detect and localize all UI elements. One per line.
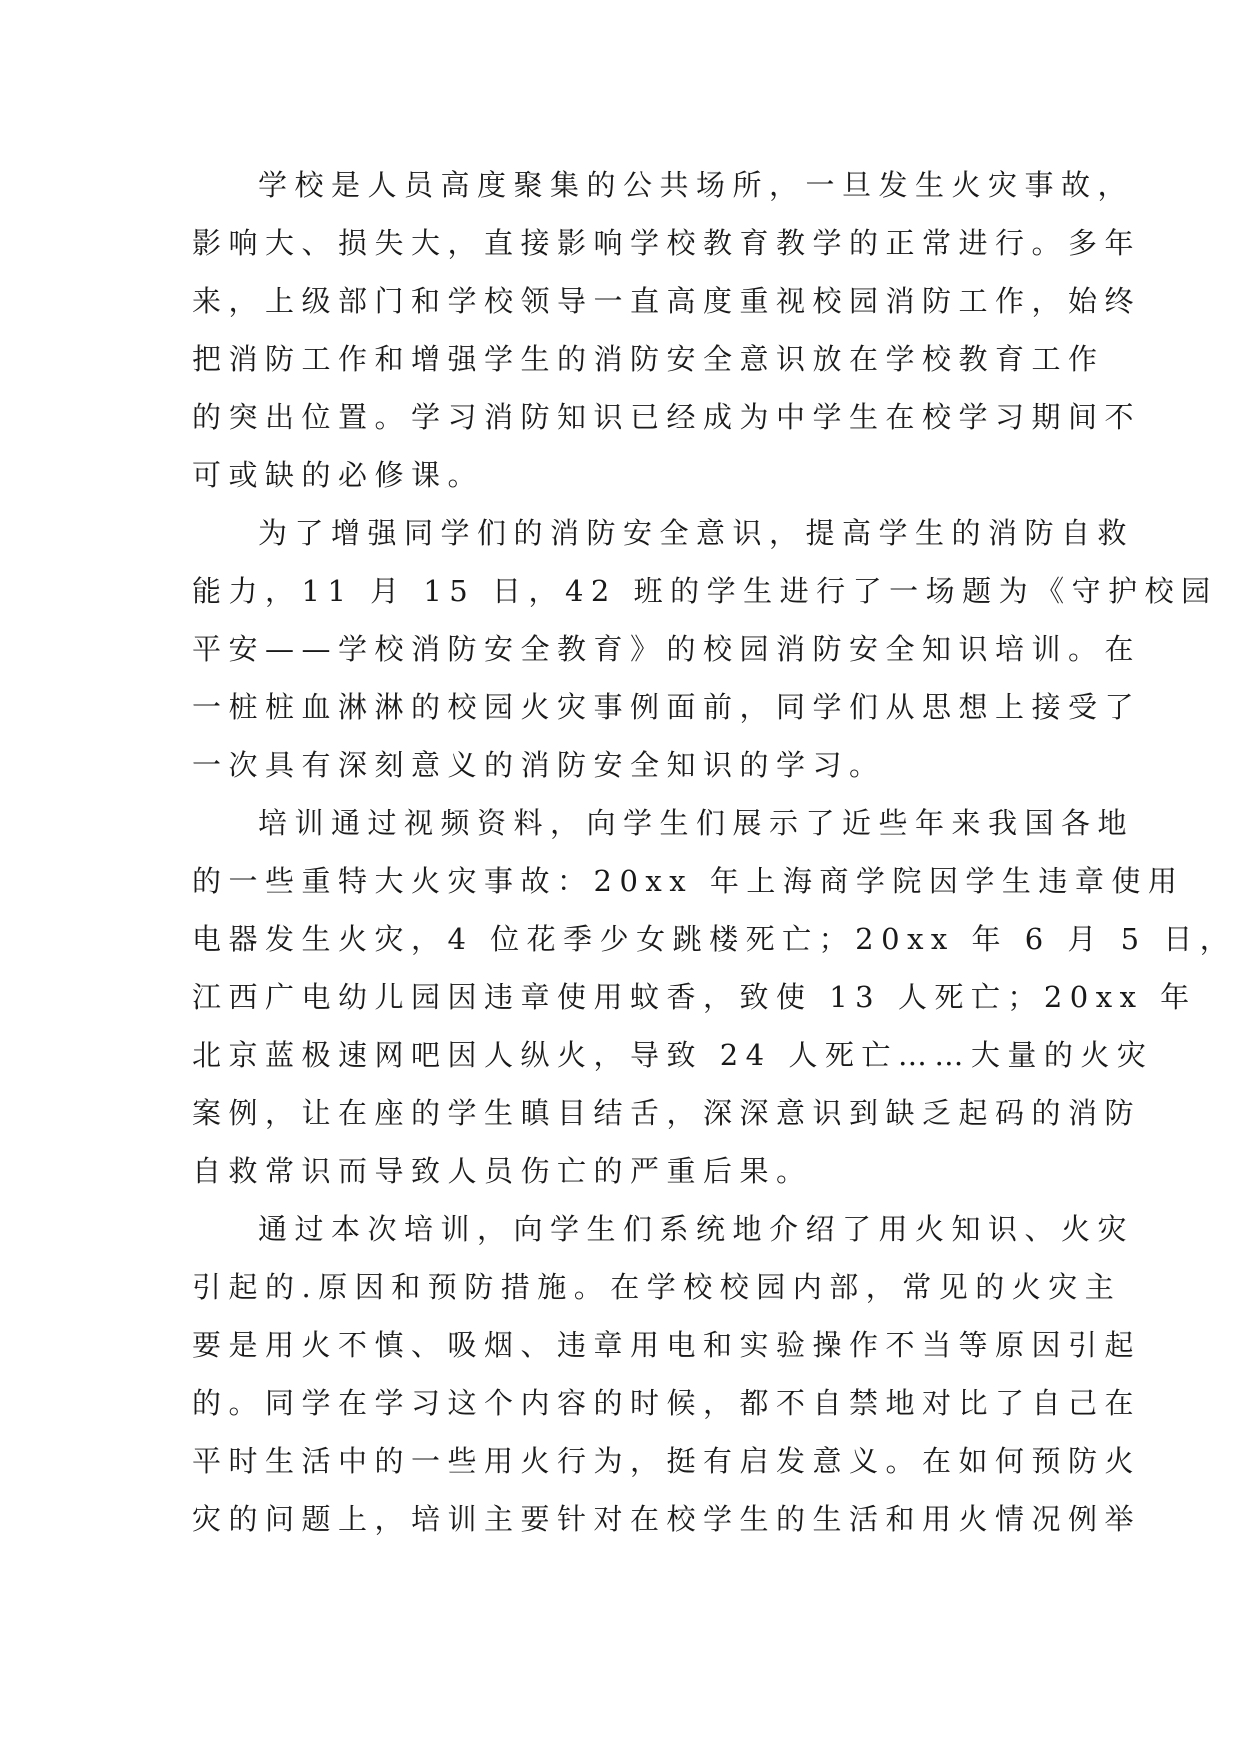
paragraph-line: 自救常识而导致人员伤亡的严重后果。 bbox=[192, 1154, 813, 1188]
paragraph-line: 引起的.原因和预防措施。在学校校园内部，常见的火灾主 bbox=[192, 1270, 1122, 1304]
paragraph-line: 培训通过视频资料，向学生们展示了近些年来我国各地 bbox=[258, 806, 1135, 840]
paragraph-line: 电器发生火灾，4 位花季少女跳楼死亡；20xx 年 6 月 5 日， bbox=[192, 922, 1237, 956]
paragraph-4 bbox=[192, 1200, 1142, 1548]
paragraph-line: 的一些重特大火灾事故：20xx 年上海商学院因学生违章使用 bbox=[192, 864, 1185, 898]
paragraph-line: 灾的问题上，培训主要针对在校学生的生活和用火情况例举 bbox=[192, 1502, 1142, 1536]
paragraph-line: 要是用火不慎、吸烟、违章用电和实验操作不当等原因引起 bbox=[192, 1328, 1142, 1362]
paragraph-line: 的。同学在学习这个内容的时候，都不自禁地对比了自己在 bbox=[192, 1386, 1142, 1420]
paragraph-line: 的突出位置。学习消防知识已经成为中学生在校学习期间不 bbox=[192, 400, 1142, 434]
paragraph-line: 北京蓝极速网吧因人纵火，导致 24 人死亡……大量的火灾 bbox=[192, 1038, 1154, 1072]
paragraph-2 bbox=[192, 504, 1218, 794]
paragraph-line: 来，上级部门和学校领导一直高度重视校园消防工作，始终 bbox=[192, 284, 1142, 318]
document-body bbox=[192, 156, 1237, 1548]
paragraph-line: 平时生活中的一些用火行为，挺有启发意义。在如何预防火 bbox=[192, 1444, 1142, 1478]
paragraph-line: 案例，让在座的学生瞋目结舌，深深意识到缺乏起码的消防 bbox=[192, 1096, 1142, 1130]
paragraph-line: 能力，11 月 15 日，42 班的学生进行了一场题为《守护校园 bbox=[192, 574, 1218, 608]
paragraph-line: 通过本次培训，向学生们系统地介绍了用火知识、火灾 bbox=[258, 1212, 1135, 1246]
paragraph-1 bbox=[192, 156, 1142, 504]
paragraph-line: 可或缺的必修课。 bbox=[192, 458, 485, 492]
paragraph-line: 学校是人员高度聚集的公共场所，一旦发生火灾事故， bbox=[258, 168, 1135, 202]
paragraph-line: 为了增强同学们的消防安全意识，提高学生的消防自救 bbox=[258, 516, 1135, 550]
paragraph-line: 影响大、损失大，直接影响学校教育教学的正常进行。多年 bbox=[192, 226, 1142, 260]
paragraph-line: 一次具有深刻意义的消防安全知识的学习。 bbox=[192, 748, 886, 782]
paragraph-line: 一桩桩血淋淋的校园火灾事例面前，同学们从思想上接受了 bbox=[192, 690, 1142, 724]
paragraph-3 bbox=[192, 794, 1237, 1200]
paragraph-line: 平安——学校消防安全教育》的校园消防安全知识培训。在 bbox=[192, 632, 1142, 666]
paragraph-line: 把消防工作和增强学生的消防安全意识放在学校教育工作 bbox=[192, 342, 1105, 376]
paragraph-line: 江西广电幼儿园因违章使用蚊香，致使 13 人死亡；20xx 年 bbox=[192, 980, 1197, 1014]
